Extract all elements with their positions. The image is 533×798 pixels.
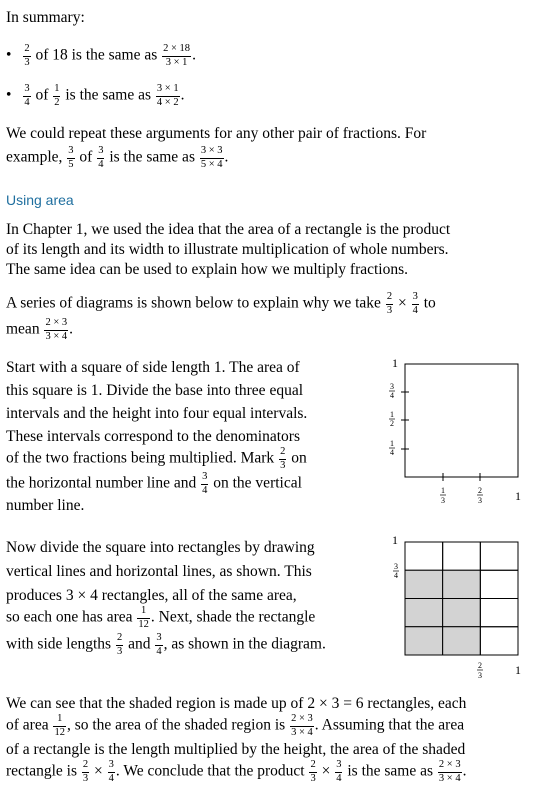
fraction: $\frac{2}{3}$	[310, 759, 316, 784]
x-label-den: 3	[478, 671, 482, 680]
bullet-marker: •	[6, 86, 12, 104]
y-label-num: 3	[390, 382, 394, 391]
y-label-den: 2	[390, 419, 394, 428]
fraction: $\frac{3}{4}$	[24, 83, 30, 108]
y-label-num: 3	[394, 562, 398, 571]
shaded-cell	[405, 570, 443, 598]
series-line-1: A series of diagrams is shown below to explain why we take $\frac{2}{3}$ × $\frac{3}{4}$ to	[6, 291, 436, 316]
start-line-1: Start with a square of side length 1. The area of	[6, 359, 300, 376]
shaded-cell	[405, 627, 443, 655]
start-line-6: the horizontal number line and $\frac{3}{4}$ on the vertical	[6, 471, 302, 496]
y-axis-top-label: 1	[392, 356, 398, 370]
grid-cell	[480, 599, 518, 627]
fraction: $\frac{2 \times 3}{3 \times 4}$	[45, 317, 68, 342]
x-label-num: 2	[478, 661, 482, 670]
chapter-line-3: The same idea can be used to explain how we multiply fractions.	[6, 261, 409, 278]
start-line-3: intervals and the height into four equal intervals.	[6, 405, 308, 422]
final-line-4: rectangle is $\frac{2}{3}$ × $\frac{3}{4}$ . We conclude that the product $\frac{2}{3}$ × $\frac{3}{4}$ is the same as $\frac{2 \times 3}{3 \times 4}$ .	[6, 759, 467, 784]
grid-cell	[405, 542, 443, 570]
y-label-den: 4	[390, 391, 394, 400]
x-axis-right-label: 1	[515, 663, 521, 677]
fraction: $\frac{2 \times 3}{3 \times 4}$	[291, 713, 313, 738]
divide-line-1: Now divide the square into rectangles by drawing	[6, 539, 315, 556]
chapter-line-1: In Chapter 1, we used the idea that the area of a rectangle is the product	[6, 221, 451, 238]
fraction: $\frac{3}{4}$	[202, 471, 208, 496]
x-label-den: 3	[478, 496, 482, 505]
bullet-text: of 18 is the same as	[35, 46, 158, 64]
fraction: $\frac{3}{4}$	[108, 759, 114, 784]
fraction: $\frac{1}{2}$	[54, 83, 60, 108]
grid-cell	[480, 627, 518, 655]
fraction: $\frac{3}{5}$	[68, 145, 74, 170]
y-label-num: 1	[390, 439, 394, 448]
fraction: $\frac{2}{3}$	[280, 446, 286, 471]
fraction: $\frac{2}{3}$	[116, 632, 123, 657]
start-line-5: of the two fractions being multiplied. Mark $\frac{2}{3}$ on	[6, 446, 307, 471]
shaded-cell	[443, 570, 481, 598]
unit-square-diagram	[380, 352, 530, 512]
final-line-3: of a rectangle is the length multiplied by the height, the area of the shaded	[6, 741, 466, 758]
final-line-2: of area $\frac{1}{12}$ , so the area of the shaded region is $\frac{2 \times 3}{3 \times 4}$ . Assuming that the area	[6, 713, 465, 738]
chapter-line-2: of its length and its width to illustrate multiplication of whole numbers.	[6, 241, 449, 258]
divide-line-5: with side lengths $\frac{2}{3}$ and $\frac{3}{4}$ , as shown in the diagram.	[6, 632, 326, 657]
grid-cell	[480, 542, 518, 570]
x-axis-right-label: 1	[515, 489, 521, 503]
series-line-2: mean $\frac{2 \times 3}{3 \times 4}$ .	[6, 317, 73, 342]
start-line-2: this square is 1. Divide the base into three equal	[6, 382, 304, 399]
unit-square	[405, 364, 518, 477]
shaded-cell	[443, 627, 481, 655]
y-label-num: 1	[390, 410, 394, 419]
fraction: $\frac{3}{4}$	[412, 291, 418, 316]
start-line-4: These intervals correspond to the denominators	[6, 428, 300, 445]
x-label-num: 1	[441, 486, 445, 495]
bullet-marker: •	[6, 46, 12, 64]
repeat-line-1: We could repeat these arguments for any other pair of fractions. For	[6, 125, 427, 142]
bullet-1: • $\frac{2}{3}$ of 18 is the same as $\frac{2 \times 18}{3 \times 1}$ .	[6, 43, 196, 68]
shaded-cell	[405, 599, 443, 627]
grid-diagram	[380, 530, 530, 680]
grid-cell	[480, 570, 518, 598]
fraction: $\frac{2}{3}$	[24, 43, 30, 68]
fraction: $\frac{2 \times 18}{3 \times 1}$	[163, 43, 191, 68]
section-heading: Using area	[6, 192, 74, 208]
x-label-den: 3	[441, 496, 445, 505]
bullet-2: • $\frac{3}{4}$ of $\frac{1}{2}$ is the same as $\frac{3 \times 1}{4 \times 2}$ .	[6, 83, 185, 108]
fraction: $\frac{2}{3}$	[82, 759, 89, 784]
fraction: $\frac{3}{4}$	[336, 759, 342, 784]
fraction: $\frac{2}{3}$	[386, 291, 393, 316]
fraction: $\frac{1}{12}$	[138, 605, 149, 630]
y-axis-top-label: 1	[392, 533, 398, 547]
start-line-7: number line.	[6, 497, 85, 514]
divide-line-2: vertical lines and horizontal lines, as shown. This	[6, 563, 312, 580]
fraction: $\frac{3 \times 3}{5 \times 4}$	[200, 145, 223, 170]
grid-cells	[405, 542, 518, 655]
summary-intro: In summary:	[6, 9, 85, 26]
fraction: $\frac{2 \times 3}{3 \times 4}$	[438, 759, 461, 784]
x-label-num: 2	[478, 486, 482, 495]
fraction: $\frac{1}{12}$	[54, 713, 65, 738]
y-label-den: 4	[390, 448, 394, 457]
fraction: $\frac{3 \times 1}{4 \times 2}$	[156, 83, 179, 108]
final-line-1: We can see that the shaded region is made up of 2 × 3 = 6 rectangles, each	[6, 695, 467, 712]
divide-line-3: produces 3 × 4 rectangles, all of the same area,	[6, 587, 297, 604]
y-label-den: 4	[394, 571, 398, 580]
shaded-cell	[443, 599, 481, 627]
fraction: $\frac{3}{4}$	[156, 632, 162, 657]
divide-line-4: so each one has area $\frac{1}{12}$ . Next, shade the rectangle	[6, 605, 316, 630]
repeat-line-2: example, $\frac{3}{5}$ of $\frac{3}{4}$ is the same as $\frac{3 \times 3}{5 \times 4}$ .	[6, 145, 229, 170]
fraction: $\frac{3}{4}$	[98, 145, 104, 170]
grid-cell	[443, 542, 481, 570]
